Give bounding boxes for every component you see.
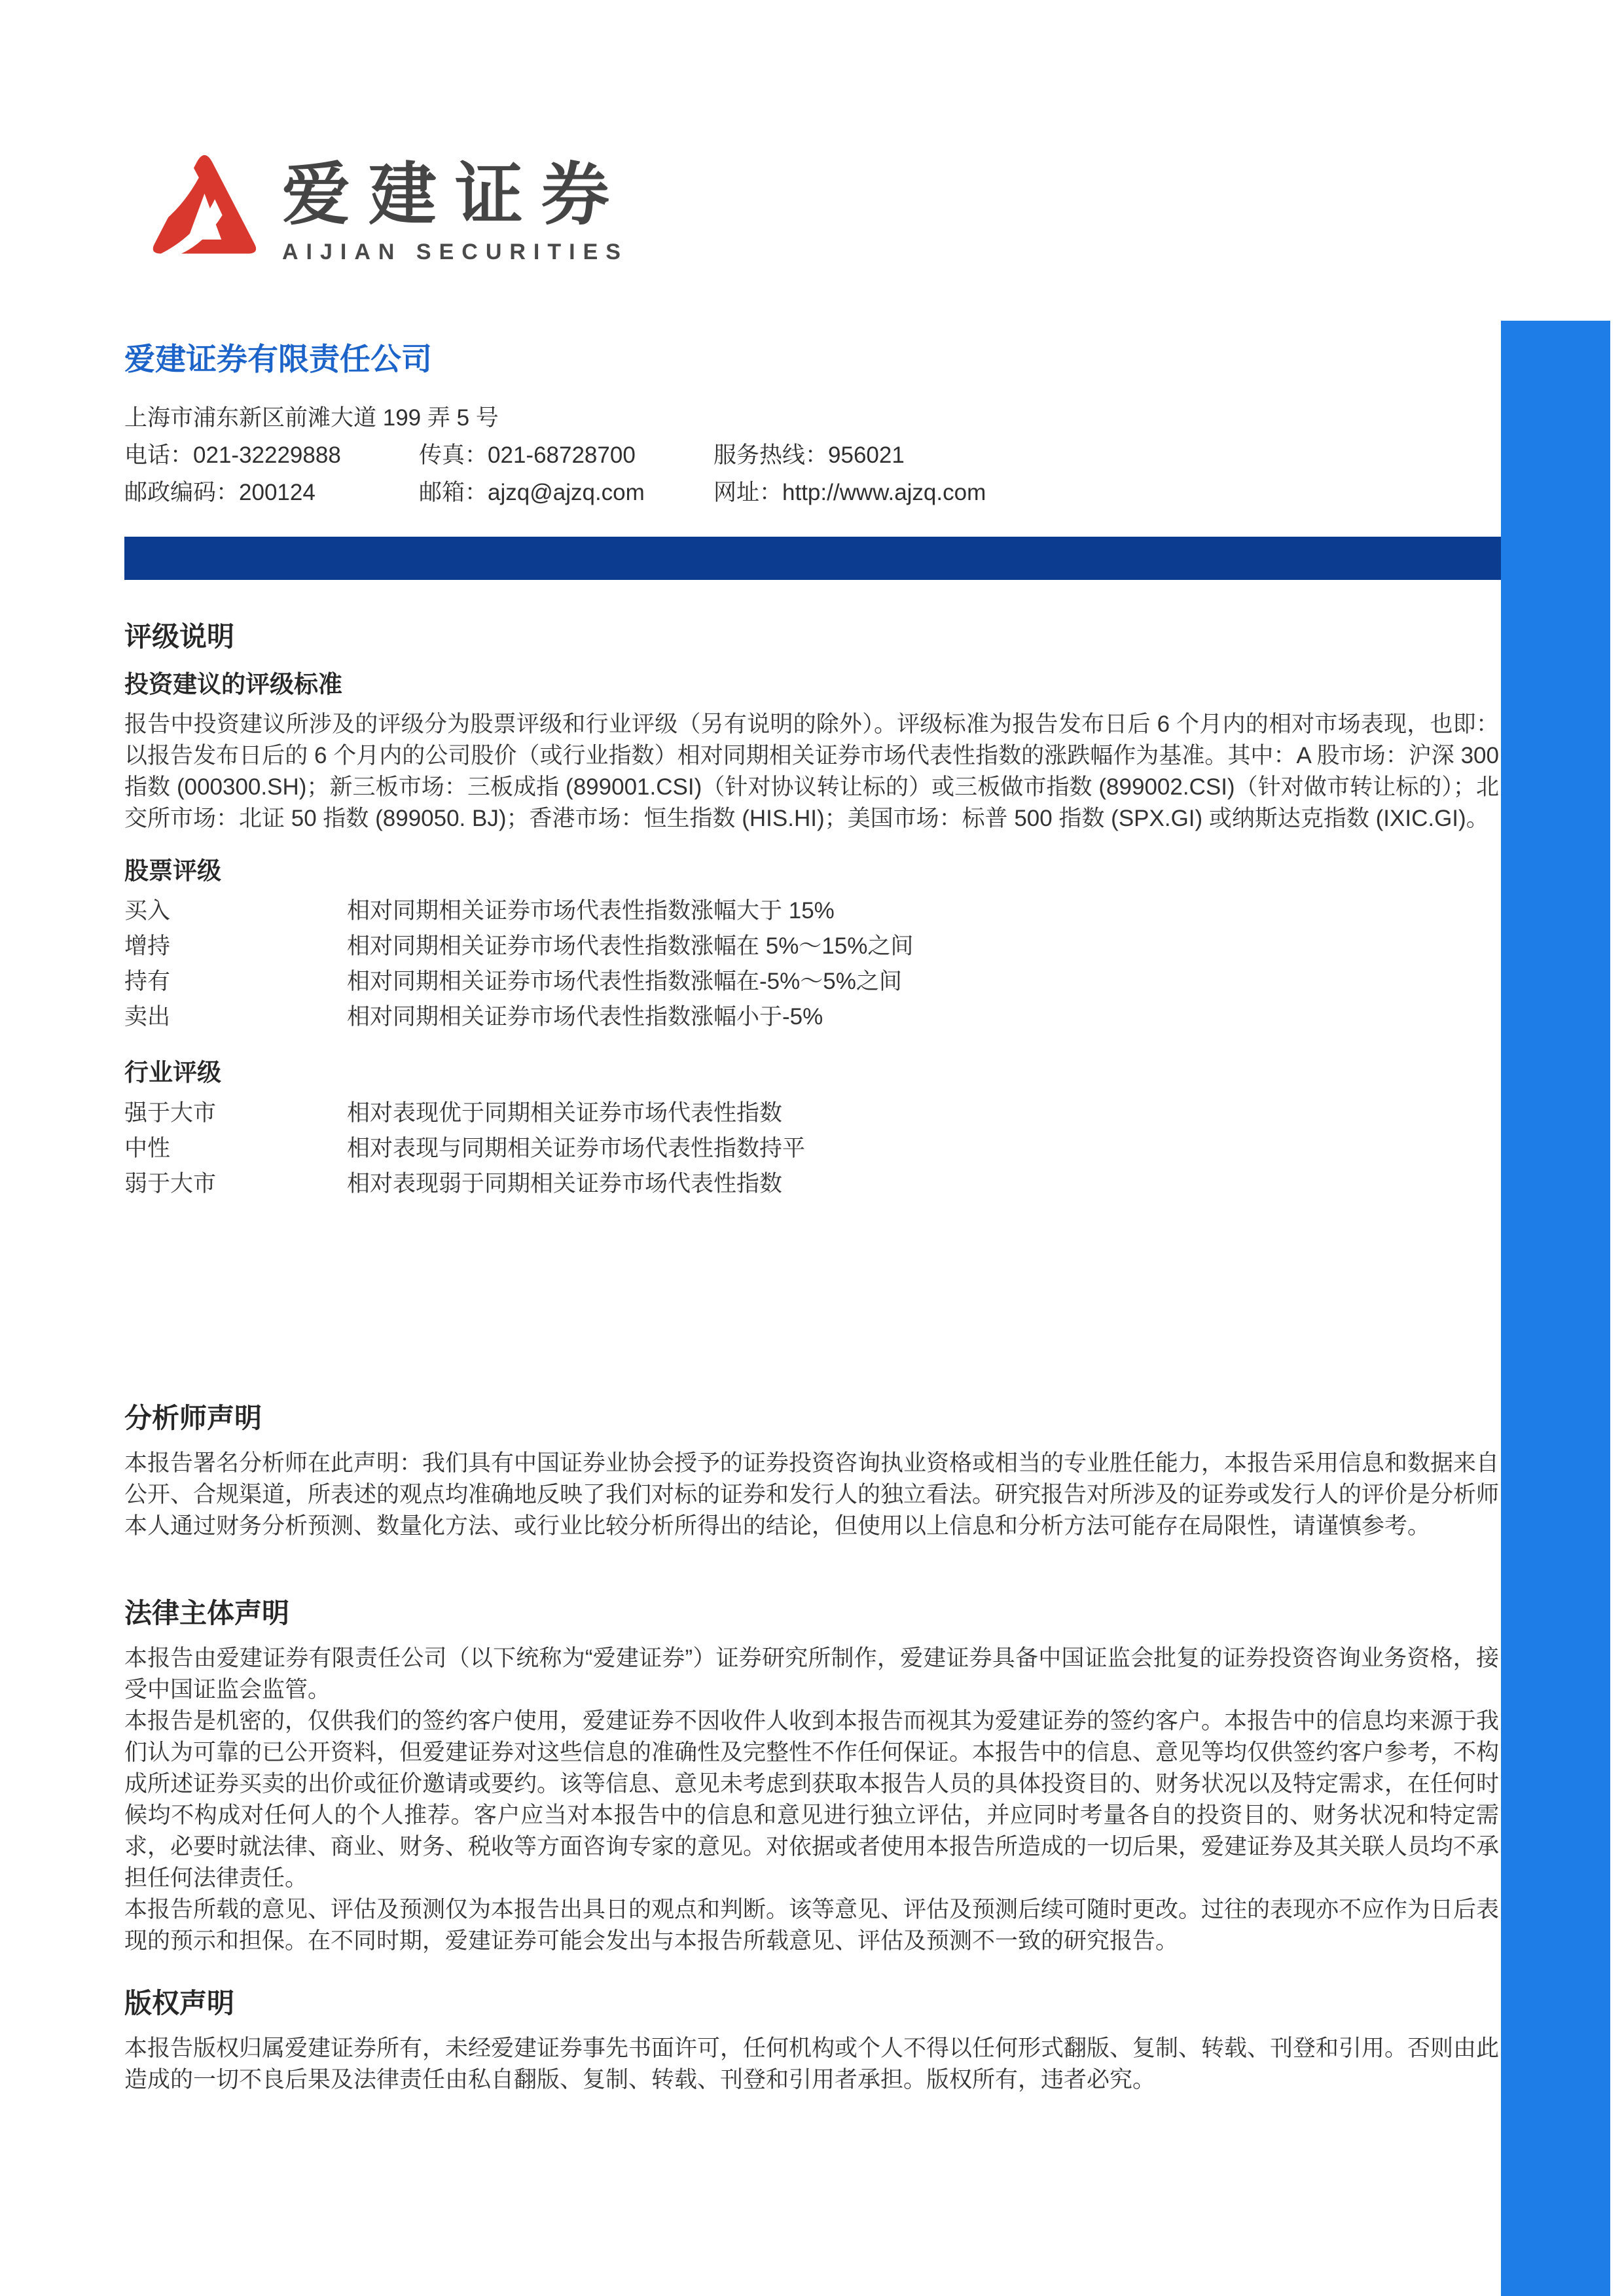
company-name: 爱建证券有限责任公司 bbox=[124, 342, 432, 376]
rating-title: 评级说明 bbox=[124, 621, 235, 652]
logo-en-text: AIJIAN SECURITIES bbox=[282, 240, 628, 264]
table-row: 卖出 相对同期相关证券市场代表性指数涨幅小于-5% bbox=[124, 1004, 823, 1030]
aijian-logo-a-icon bbox=[147, 152, 260, 258]
table-row: 中性 相对表现与同期相关证券市场代表性指数持平 bbox=[124, 1135, 806, 1161]
aijian-logo-text bbox=[282, 152, 628, 265]
table-row: 买入 相对同期相关证券市场代表性指数涨幅大于 15% bbox=[124, 898, 835, 924]
legal-statement-paragraph: 本报告是机密的，仅供我们的签约客户使用，爱建证券不因收件人收到本报告而视其为爱建证券的签约客户。本报告中的信息均来源于我们认为可靠的已公开资料，但爱建证券对这些信息的准确性及完整性不作任何保证。本报告中的信息、意见等均仅供签约客户参考，不构成所述证券买卖的出价或征价邀请或要约。该等信息、意见未考虑到获取本报告人员的具体投资目的、财务状况以及特定需求，在任何时候均不构成对任何人的个人推荐。客户应当对本报告中的信息和意见进行独立评估，并应同时考量各自的投资目的、财务状况和特定需求，必要时就法律、商业、财务、税收等方面咨询专家的意见。对依据或者使用本报告所造成的一切后果，爱建证券及其关联人员均不承担任何法律责任。 bbox=[124, 1708, 1500, 1892]
rating-criteria-title: 投资建议的评级标准 bbox=[124, 671, 342, 698]
contact-row-1 bbox=[124, 441, 1499, 470]
copyright-text: 本报告版权归属爱建证券所有，未经爱建证券事先书面许可，任何机构或个人不得以任何形式翻版、复制、转载、刊登和引用。否则由此造成的一切不良后果及法律责任由私自翻版、复制、转载、刊登和引用者承担。版权所有，违者必究。 bbox=[124, 2036, 1500, 2093]
table-row: 强于大市 相对表现优于同期相关证券市场代表性指数 bbox=[124, 1100, 783, 1126]
stock-rating-table bbox=[124, 893, 1499, 1035]
company-info bbox=[124, 342, 1499, 507]
table-row: 增持 相对同期相关证券市场代表性指数涨幅在 5%～15%之间 bbox=[124, 933, 914, 960]
rating-criteria-text: 报告中投资建议所涉及的评级分为股票评级和行业评级（另有说明的除外）。评级标准为报告发布日后 6 个月内的相对市场表现，也即：以报告发布日后的 6 个月内的公司股价（或行业指数）相对同期相关证券市场代表性指数的涨跌幅作为基准。其中：A 股市场：沪深 300 指数 (000300.SH)；新三板市场：三板成指 (899001.CSI)（针对协议转让标的）或三板做市指数 (899002.CSI)（针对做市转让标的）；北交所市场：北证 50 指数 (899050. BJ)；香港市场：恒生指数 (HIS.HI)；美国市场：标普 500 指数 (SPX.GI) 或纳斯达克指数 (IXIC.GI)。 bbox=[124, 711, 1499, 831]
phone-field: 电话：021-32229888 bbox=[124, 442, 341, 468]
aijian-logo bbox=[147, 152, 628, 265]
table-row: 弱于大市 相对表现弱于同期相关证券市场代表性指数 bbox=[124, 1170, 783, 1196]
legal-statement-title: 法律主体声明 bbox=[124, 1598, 290, 1628]
company-address: 上海市浦东新区前滩大道 199 弄 5 号 bbox=[124, 404, 499, 431]
analyst-statement-title: 分析师声明 bbox=[124, 1403, 262, 1433]
copyright-title: 版权声明 bbox=[124, 1988, 235, 2018]
copyright-section bbox=[124, 1987, 1499, 2096]
fax-field: 传真：021-68728700 bbox=[419, 442, 636, 468]
legal-statement-paragraph: 本报告所载的意见、评估及预测仅为本报告出具日的观点和判断。该等意见、评估及预测后续可随时更改。过往的表现亦不应作为日后表现的预示和担保。在不同时期，爱建证券可能会发出与本报告所载意见、评估及预测不一致的研究报告。 bbox=[124, 1897, 1500, 1954]
industry-rating-table bbox=[124, 1096, 1499, 1202]
website-field: 网址：http://www.ajzq.com bbox=[713, 479, 986, 505]
analyst-statement-text: 本报告署名分析师在此声明：我们具有中国证券业协会授予的证券投资咨询执业资格或相当的专业胜任能力，本报告采用信息和数据来自公开、合规渠道，所表述的观点均准确地反映了我们对标的证券和发行人的独立看法。研究报告对所涉及的证券或发行人的评价是分析师本人通过财务分析预测、数量化方法、或行业比较分析所得出的结论，但使用以上信息和分析方法可能存在局限性，请谨慎参考。 bbox=[124, 1450, 1500, 1539]
analyst-statement-section bbox=[124, 1402, 1499, 1542]
hotline-field: 服务热线：956021 bbox=[713, 442, 905, 468]
postcode-field: 邮政编码：200124 bbox=[124, 479, 316, 505]
logo-cn-text: 爱建证券 bbox=[282, 157, 628, 233]
divider-band bbox=[124, 537, 1501, 580]
email-field: 邮箱：ajzq@ajzq.com bbox=[419, 479, 645, 505]
legal-statement-paragraph: 本报告由爱建证券有限责任公司（以下统称为“爱建证券”）证券研究所制作，爱建证券具备中国证监会批复的证券投资咨询业务资格，接受中国证监会监管。 bbox=[124, 1645, 1499, 1703]
contact-row-2 bbox=[124, 478, 1499, 507]
rating-section bbox=[124, 620, 1499, 1202]
table-row: 持有 相对同期相关证券市场代表性指数涨幅在-5%～5%之间 bbox=[124, 969, 902, 995]
legal-statement-section bbox=[124, 1597, 1499, 1957]
stock-rating-title: 股票评级 bbox=[124, 857, 221, 884]
industry-rating-title: 行业评级 bbox=[124, 1059, 221, 1086]
right-accent-bar bbox=[1501, 321, 1610, 2296]
